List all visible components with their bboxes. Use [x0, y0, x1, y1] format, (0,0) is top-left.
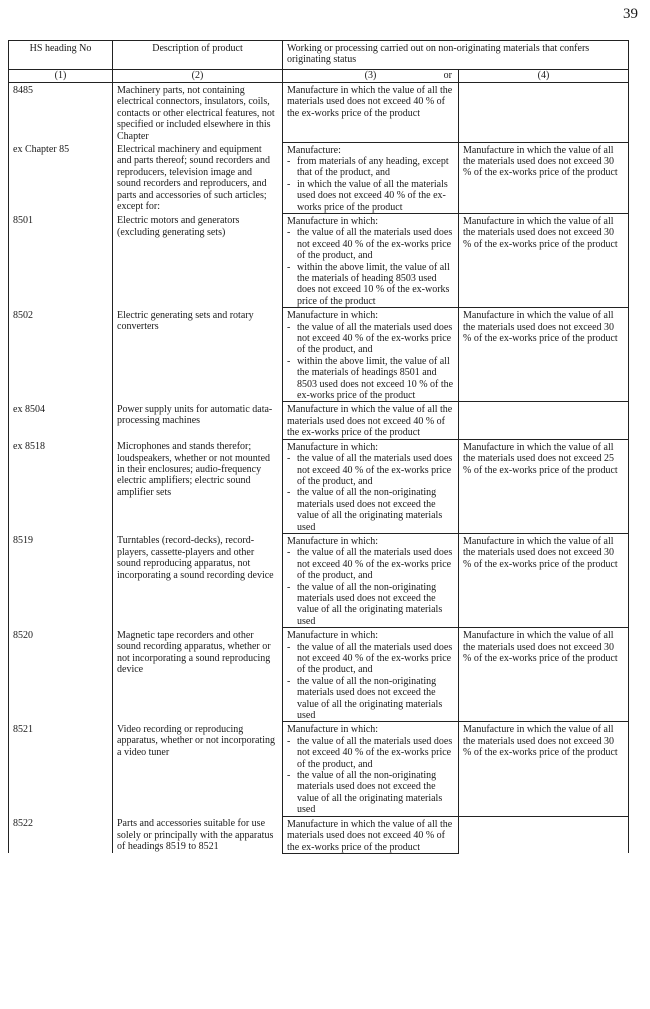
column-number-3-cell [283, 70, 459, 83]
condition-item: - the value of all the non-originating materials used does not exceed the value of all the originating materials used [287, 676, 454, 722]
header-hs-heading: HS heading No [9, 41, 113, 70]
working-processing-intro: Manufacture in which: [287, 724, 379, 736]
working-processing-intro: Manufacture in which: [287, 535, 379, 547]
hs-heading-cell: 8519 [9, 533, 113, 627]
column-number-3: (3) [364, 70, 377, 81]
description-cell: Electric motors and generators (excluding generating sets) [113, 213, 283, 307]
table-row [9, 142, 629, 213]
hs-heading-cell: 8502 [9, 308, 113, 402]
working-processing-cell [283, 628, 459, 722]
condition-list [287, 736, 454, 816]
table-row [9, 308, 629, 402]
hs-heading-cell: ex 8518 [9, 439, 113, 533]
alternative-processing-cell [459, 816, 629, 853]
condition-list [287, 322, 454, 402]
working-processing-cell [283, 533, 459, 627]
condition-list [287, 547, 454, 627]
column-number-1: (1) [9, 70, 113, 83]
working-processing-cell [283, 83, 459, 143]
alternative-processing-cell: Manufacture in which the value of all the materials used does not exceed 30 % of the ex-works price of the product [459, 722, 629, 816]
header-description: Description of product [113, 41, 283, 70]
description-cell: Microphones and stands therefor; loudspeakers, whether or not mounted in their enclosures; audio-frequency electric amplifiers; electric sound amplifier sets [113, 439, 283, 533]
column-number-2: (2) [113, 70, 283, 83]
alternative-processing-cell [459, 402, 629, 439]
working-processing-cell [283, 308, 459, 402]
table-row [9, 213, 629, 307]
condition-item: - in which the value of all the materials used does not exceed 40 % of the ex-works price of the product [287, 179, 454, 213]
working-processing-cell [283, 142, 459, 213]
rules-table [8, 40, 629, 854]
condition-item: - within the above limit, the value of all the materials of headings 8501 and 8503 used does not exceed 10 % of the ex-works price of the product [287, 356, 454, 402]
table-row [9, 533, 629, 627]
description-cell: Power supply units for automatic data-processing machines [113, 402, 283, 439]
condition-item: - within the above limit, the value of all the materials of heading 8503 used does not exceed 10 % of the ex-works price of the product [287, 262, 454, 308]
hs-heading-cell: 8521 [9, 722, 113, 816]
alternative-processing-cell: Manufacture in which the value of all the materials used does not exceed 25 % of the ex-works price of the product [459, 439, 629, 533]
working-processing-intro: Manufacture in which: [287, 310, 379, 322]
table-row [9, 402, 629, 439]
hs-heading-cell: ex 8504 [9, 402, 113, 439]
condition-item: - the value of all the materials used does not exceed 40 % of the ex-works price of the product, and [287, 322, 454, 356]
table-header-row [9, 41, 629, 70]
condition-item: - the value of all the non-originating materials used does not exceed the value of all the originating materials used [287, 487, 454, 533]
column-number-4: (4) [459, 70, 629, 83]
working-processing-cell [283, 402, 459, 439]
condition-item: - the value of all the non-originating materials used does not exceed the value of all the originating materials used [287, 582, 454, 628]
condition-item: - the value of all the materials used does not exceed 40 % of the ex-works price of the product, and [287, 642, 454, 676]
condition-item: - the value of all the materials used does not exceed 40 % of the ex-works price of the product, and [287, 227, 454, 261]
hs-heading-cell: 8485 [9, 83, 113, 143]
header-working-processing: Working or processing carried out on non-originating materials that confers originating status [283, 41, 629, 70]
condition-item: - from materials of any heading, except that of the product, and [287, 156, 454, 179]
alternative-processing-cell: Manufacture in which the value of all the materials used does not exceed 30 % of the ex-works price of the product [459, 628, 629, 722]
description-cell: Parts and accessories suitable for use solely or principally with the apparatus of headings 8519 to 8521 [113, 816, 283, 853]
condition-item: - the value of all the materials used does not exceed 40 % of the ex-works price of the product, and [287, 736, 454, 770]
working-processing-cell [283, 722, 459, 816]
working-processing-intro: Manufacture in which the value of all the materials used does not exceed 40 % of the ex-works price of the product [287, 404, 453, 439]
working-processing-cell [283, 439, 459, 533]
table-number-row [9, 70, 629, 83]
working-processing-cell [283, 816, 459, 853]
alternative-processing-cell: Manufacture in which the value of all the materials used does not exceed 30 % of the ex-works price of the product [459, 533, 629, 627]
description-cell: Machinery parts, not containing electrical connectors, insulators, coils, contacts or other electrical features, not specified or included elsewhere in this Chapter [113, 83, 283, 143]
description-cell: Turntables (record-decks), record-players, cassette-players and other sound reproducing apparatus, not incorporating a sound recording device [113, 533, 283, 627]
alternative-processing-cell: Manufacture in which the value of all the materials used does not exceed 30 % of the ex-works price of the product [459, 142, 629, 213]
working-processing-intro: Manufacture in which: [287, 630, 379, 642]
condition-list [287, 642, 454, 722]
hs-heading-cell: ex Chapter 85 [9, 142, 113, 213]
hs-heading-cell: 8522 [9, 816, 113, 853]
hs-heading-cell: 8520 [9, 628, 113, 722]
page-number: 39 [623, 6, 638, 22]
condition-item: - the value of all the materials used does not exceed 40 % of the ex-works price of the product, and [287, 547, 454, 581]
description-cell: Electric generating sets and rotary converters [113, 308, 283, 402]
working-processing-intro: Manufacture in which the value of all the materials used does not exceed 40 % of the ex-works price of the product [287, 85, 453, 119]
working-processing-intro: Manufacture: [287, 144, 341, 156]
table-row [9, 83, 629, 143]
alternative-processing-cell: Manufacture in which the value of all the materials used does not exceed 30 % of the ex-works price of the product [459, 308, 629, 402]
alternative-processing-cell: Manufacture in which the value of all the materials used does not exceed 30 % of the ex-works price of the product [459, 213, 629, 307]
table-row [9, 628, 629, 722]
condition-list [287, 453, 454, 533]
condition-list [287, 156, 454, 213]
table-row [9, 816, 629, 853]
description-cell: Magnetic tape recorders and other sound recording apparatus, whether or not incorporating a sound reproducing device [113, 628, 283, 722]
working-processing-cell [283, 213, 459, 307]
table-body [9, 83, 629, 854]
working-processing-intro: Manufacture in which: [287, 441, 379, 453]
table-row [9, 722, 629, 816]
or-label: or [443, 70, 452, 81]
working-processing-intro: Manufacture in which: [287, 215, 379, 227]
alternative-processing-cell [459, 83, 629, 143]
description-cell: Video recording or reproducing apparatus, whether or not incorporating a video tuner [113, 722, 283, 816]
condition-list [287, 227, 454, 307]
hs-heading-cell: 8501 [9, 213, 113, 307]
table-row [9, 439, 629, 533]
condition-item: - the value of all the non-originating materials used does not exceed the value of all the originating materials used [287, 770, 454, 816]
condition-item: - the value of all the materials used does not exceed 40 % of the ex-works price of the product, and [287, 453, 454, 487]
working-processing-intro: Manufacture in which the value of all the materials used does not exceed 40 % of the ex-works price of the product [287, 818, 453, 853]
description-cell: Electrical machinery and equipment and parts thereof; sound recorders and reproducers, television image and sound recorders and reproducers, and parts and accessories of such articles; except for: [113, 142, 283, 213]
